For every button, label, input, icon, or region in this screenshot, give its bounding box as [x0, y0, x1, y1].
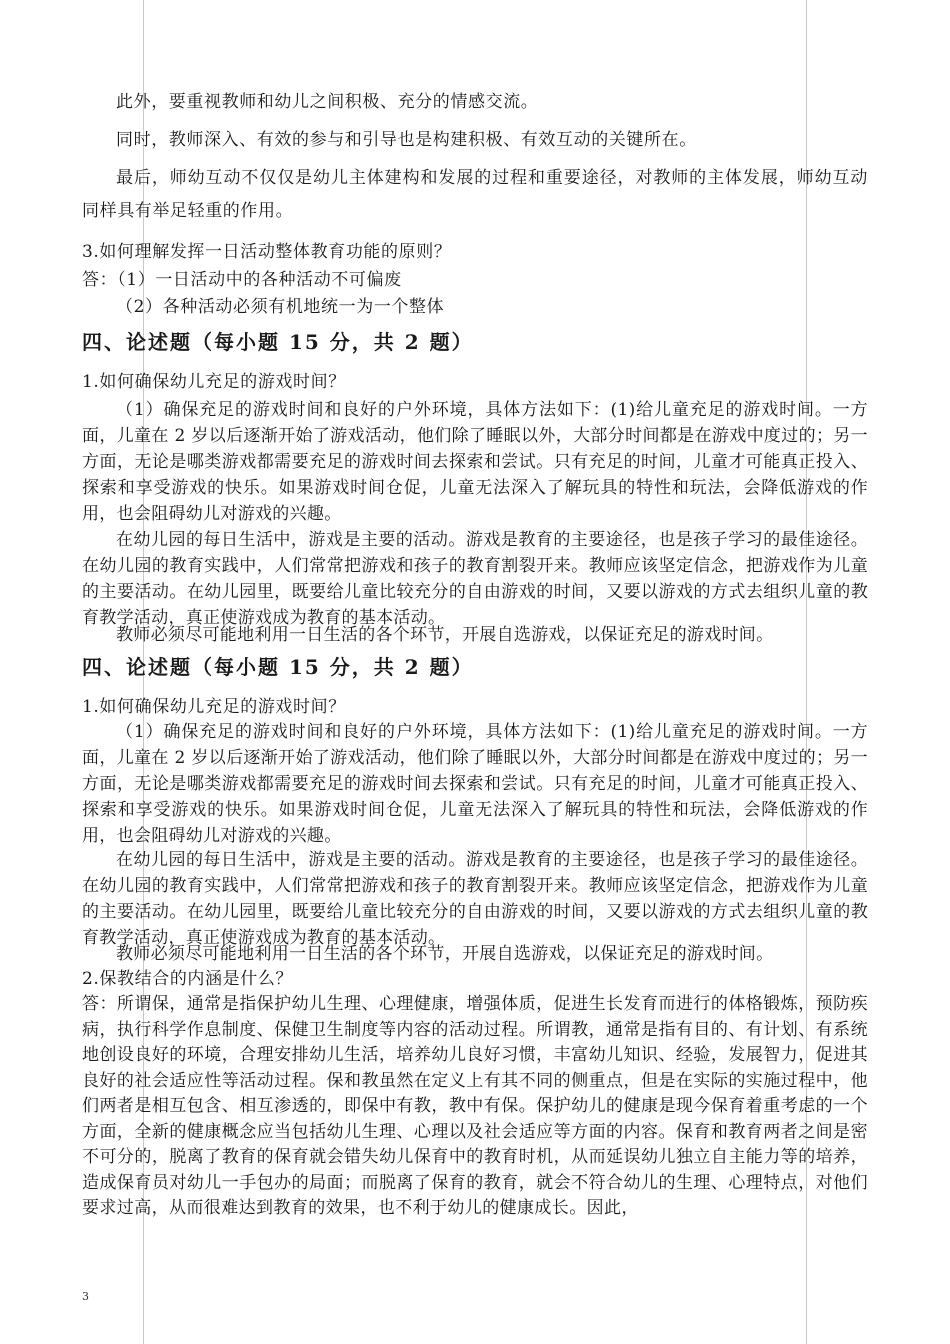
essay-question-1: 1.如何确保幼儿充足的游戏时间？: [82, 372, 346, 392]
essay-answer-1-paragraph-3: 教师必须尽可能地利用一日生活的各个环节，开展自选游戏，以保证充足的游戏时间。: [116, 625, 774, 645]
answer-3-line-2: （2）各种活动必须有机地统一为一个整体: [116, 297, 445, 317]
section-heading-essay: 四、论述题（每小题 15 分，共 2 题）: [82, 330, 474, 354]
essay-answer-1-repeat-paragraph-1: （1）确保充足的游戏时间和良好的户外环境，具体方法如下：(1)给儿童充足的游戏时间。一方面，儿童在 2 岁以后逐渐开始了游戏活动，他们除了睡眠以外，大部分时间都是在游戏中度过的；另一方面，无论是哪类游戏都需要充足的游戏时间去探索和尝试。只有充足的时间，儿童才可能真正投入、探索和享受游戏的快乐。如果游戏时间仓促，儿童无法深入了解玩具的特性和玩法，会降低游戏的作用，也会阻碍幼儿对游戏的兴趣。: [82, 722, 868, 846]
essay-answer-1-paragraph-2: 在幼儿园的每日生活中，游戏是主要的活动。游戏是教育的主要途径，也是孩子学习的最佳途径。在幼儿园的教育实践中，人们常常把游戏和孩子的教育割裂开来。教师应该坚定信念，把游戏作为儿童的主要活动。在幼儿园里，既要给儿童比较充分的自由游戏的时间，又要以游戏的方式去组织儿童的教育教学活动，真正使游戏成为教育的基本活动。: [82, 530, 868, 628]
essay-answer-1-paragraph-1: （1）确保充足的游戏时间和良好的户外环境，具体方法如下：(1)给儿童充足的游戏时间。一方面，儿童在 2 岁以后逐渐开始了游戏活动，他们除了睡眠以外，大部分时间都是在游戏中度过的；另一方面，无论是哪类游戏都需要充足的游戏时间去探索和尝试。只有充足的时间，儿童才可能真正投入、探索和享受游戏的快乐。如果游戏时间仓促，儿童无法深入了解玩具的特性和玩法，会降低游戏的作用，也会阻碍幼儿对游戏的兴趣。: [82, 400, 868, 524]
question-3: 3.如何理解发挥一日活动整体教育功能的原则？: [82, 242, 452, 262]
essay-answer-1-repeat-paragraph-3: 教师必须尽可能地利用一日生活的各个环节，开展自选游戏，以保证充足的游戏时间。: [116, 944, 774, 964]
essay-answer-1-repeat-paragraph-2: 在幼儿园的每日生活中，游戏是主要的活动。游戏是教育的主要途径，也是孩子学习的最佳途径。在幼儿园的教育实践中，人们常常把游戏和孩子的教育割裂开来。教师应该坚定信念，把游戏作为儿童的主要活动。在幼儿园里，既要给儿童比较充分的自由游戏的时间，又要以游戏的方式去组织儿童的教育教学活动，真正使游戏成为教育的基本活动。: [82, 850, 868, 948]
intro-paragraph-2: 同时，教师深入、有效的参与和引导也是构建积极、有效互动的关键所在。: [116, 130, 697, 150]
essay-question-1-repeat: 1.如何确保幼儿充足的游戏时间？: [82, 697, 346, 717]
essay-question-2: 2.保教结合的内涵是什么？: [82, 969, 294, 989]
page-number: 3: [82, 1290, 89, 1303]
intro-paragraph-3: 最后，师幼互动不仅仅是幼儿主体建构和发展的过程和重要途径，对教师的主体发展，师幼互动同样具有举足轻重的作用。: [82, 168, 868, 221]
answer-3-line-1: 答：（1）一日活动中的各种活动不可偏废: [82, 270, 402, 290]
intro-paragraph-1: 此外，要重视教师和幼儿之间积极、充分的情感交流。: [116, 92, 539, 112]
essay-answer-2: 答：所谓保，通常是指保护幼儿生理、心理健康，增强体质，促进生长发育而进行的体格锻炼，预防疾病，执行科学作息制度、保健卫生制度等内容的活动过程。所谓教，通常是指有目的、有计划、有系统地创设良好的环境，合理安排幼儿生活，培养幼儿良好习惯，丰富幼儿知识、经验，发展智力，促进其良好的社会适应性等活动过程。保和教虽然在定义上有其不同的侧重点，但是在实际的实施过程中，他们两者是相互包含、相互渗透的，即保中有教，教中有保。保护幼儿的健康是现今保育着重考虑的一个方面，全新的健康概念应当包括幼儿生理、心理以及社会适应等方面的内容。保育和教育两者之间是密不可分的，脱离了教育的保育就会错失幼儿保育中的教育时机，从而延误幼儿独立自主能力等的培养，造成保育员对幼儿一手包办的局面；而脱离了保育的教育，就会不符合幼儿的生理、心理特点，对他们要求过高，从而很难达到教育的效果，也不利于幼儿的健康成长。因此，: [82, 994, 868, 1218]
section-heading-essay-repeat: 四、论述题（每小题 15 分，共 2 题）: [82, 655, 474, 679]
